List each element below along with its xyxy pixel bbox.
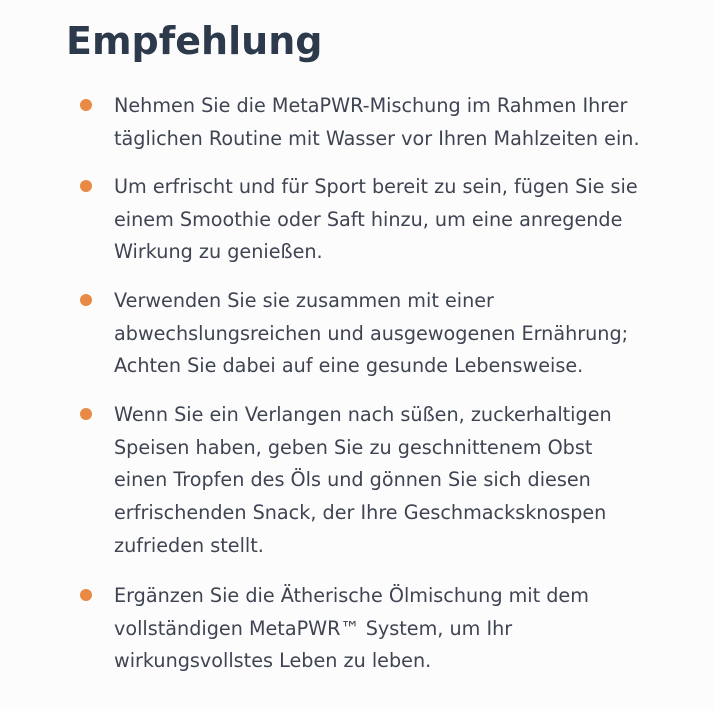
bullet-icon — [80, 294, 92, 306]
list-item-text: Nehmen Sie die MetaPWR-Mischung im Rahmen Ihrer täglichen Routine mit Wasser vor Ihren Mahlzeiten ein. — [114, 94, 640, 150]
list-item-text: Ergänzen Sie die Ätherische Ölmischung mit dem vollständigen MetaPWR™ System, um Ihr wirkungsvollstes Leben zu leben. — [114, 584, 589, 673]
list-item-text: Wenn Sie ein Verlangen nach süßen, zuckerhaltigen Speisen haben, geben Sie zu geschnittenem Obst einen Tropfen des Öls und gönnen Sie sich diesen erfrischenden Snack, der Ihre Geschmacksknospen zufrieden stellt. — [114, 403, 612, 557]
bullet-icon — [80, 180, 92, 192]
bullet-icon — [80, 99, 92, 111]
bullet-icon — [80, 408, 92, 420]
list-item-text: Um erfrischt und für Sport bereit zu sein, fügen Sie sie einem Smoothie oder Saft hinzu, um eine anregende Wirkung zu genießen. — [114, 175, 638, 264]
section-heading: Empfehlung — [66, 19, 323, 63]
list-item-text: Verwenden Sie sie zusammen mit einer abwechslungsreichen und ausgewogenen Ernährung; Achten Sie dabei auf eine gesunde Lebensweise. — [114, 289, 629, 378]
bullet-icon — [80, 589, 92, 601]
